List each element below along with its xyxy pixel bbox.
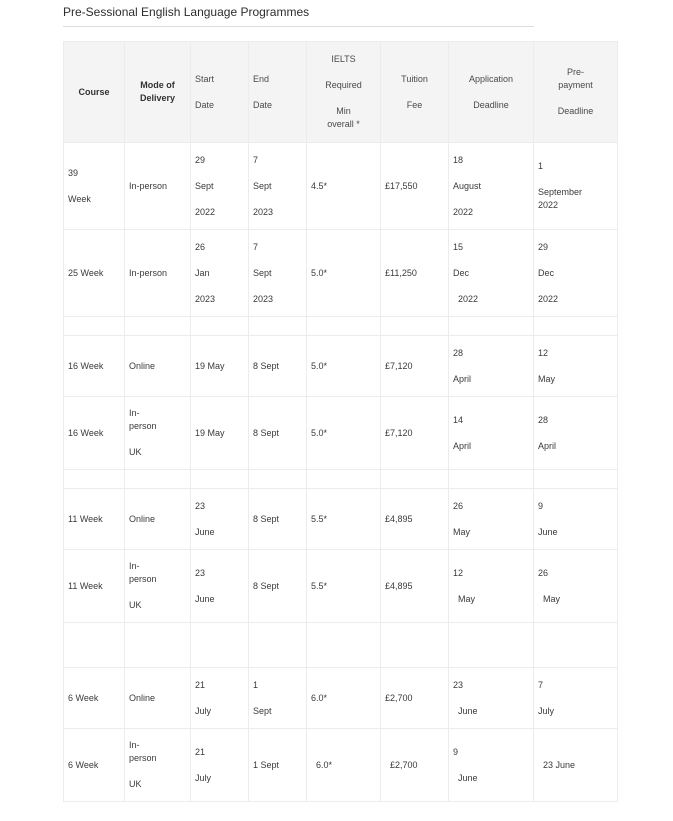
cell-prepayment-deadline: 9 June: [534, 489, 618, 550]
cell-ielts: 5.0*: [307, 336, 381, 397]
cell-course: 16 Week: [64, 397, 125, 470]
cell-start-date: 19 May: [191, 336, 249, 397]
cell-mode: In-person: [125, 143, 191, 230]
cell-start-date: 19 May: [191, 397, 249, 470]
cell-prepayment-deadline: 12 May: [534, 336, 618, 397]
cell-start-date: 23 June: [191, 550, 249, 623]
cell-application-deadline: 15 Dec 2022: [449, 230, 534, 317]
cell-mode: In- person UK: [125, 729, 191, 802]
cell-end-date: 8 Sept: [249, 550, 307, 623]
cell-mode: In-person: [125, 230, 191, 317]
cell-mode: Online: [125, 489, 191, 550]
cell-fee: £11,250: [381, 230, 449, 317]
cell-fee: £2,700: [381, 729, 449, 802]
cell-ielts: 5.0*: [307, 230, 381, 317]
page-title: Pre-Sessional English Language Programmes: [63, 5, 310, 19]
cell-fee: £2,700: [381, 668, 449, 729]
cell-end-date: 8 Sept: [249, 489, 307, 550]
cell-ielts: 6.0*: [307, 729, 381, 802]
table-row: [64, 397, 618, 470]
header-ielts: IELTS Required Min overall *: [307, 42, 381, 143]
cell-mode: In- person UK: [125, 397, 191, 470]
header-start-date: Start Date: [191, 42, 249, 143]
spacer-row: [64, 623, 618, 668]
cell-prepayment-deadline: 7 July: [534, 668, 618, 729]
header-end-date: End Date: [249, 42, 307, 143]
table-row: [64, 668, 618, 729]
header-course: Course: [64, 42, 125, 143]
cell-start-date: 21 July: [191, 729, 249, 802]
cell-fee: £7,120: [381, 336, 449, 397]
cell-end-date: 8 Sept: [249, 397, 307, 470]
cell-end-date: 7 Sept 2023: [249, 143, 307, 230]
cell-application-deadline: 28 April: [449, 336, 534, 397]
cell-application-deadline: 26 May: [449, 489, 534, 550]
table-row: [64, 729, 618, 802]
cell-ielts: 6.0*: [307, 668, 381, 729]
cell-application-deadline: 18 August 2022: [449, 143, 534, 230]
cell-course: 6 Week: [64, 729, 125, 802]
cell-fee: £4,895: [381, 550, 449, 623]
table-row: [64, 489, 618, 550]
cell-course: 39 Week: [64, 143, 125, 230]
cell-end-date: 1 Sept: [249, 729, 307, 802]
header-row: [64, 42, 618, 143]
table-row: [64, 143, 618, 230]
cell-course: 16 Week: [64, 336, 125, 397]
cell-end-date: 8 Sept: [249, 336, 307, 397]
cell-course: 11 Week: [64, 550, 125, 623]
cell-mode: Online: [125, 336, 191, 397]
cell-ielts: 5.5*: [307, 550, 381, 623]
cell-start-date: 21 July: [191, 668, 249, 729]
cell-application-deadline: 9 June: [449, 729, 534, 802]
programmes-table: [63, 41, 618, 802]
cell-ielts: 5.0*: [307, 397, 381, 470]
cell-ielts: 5.5*: [307, 489, 381, 550]
spacer-row: [64, 470, 618, 489]
cell-application-deadline: 23 June: [449, 668, 534, 729]
spacer-row: [64, 317, 618, 336]
header-application-deadline: Application Deadline: [449, 42, 534, 143]
cell-start-date: 26 Jan 2023: [191, 230, 249, 317]
title-divider: [63, 26, 534, 27]
cell-course: 11 Week: [64, 489, 125, 550]
header-tuition-fee: Tuition Fee: [381, 42, 449, 143]
cell-prepayment-deadline: 28 April: [534, 397, 618, 470]
table-row: [64, 550, 618, 623]
cell-prepayment-deadline: 29 Dec 2022: [534, 230, 618, 317]
cell-end-date: 7 Sept 2023: [249, 230, 307, 317]
cell-fee: £4,895: [381, 489, 449, 550]
cell-fee: £7,120: [381, 397, 449, 470]
cell-start-date: 23 June: [191, 489, 249, 550]
cell-prepayment-deadline: 23 June: [534, 729, 618, 802]
cell-application-deadline: 12 May: [449, 550, 534, 623]
cell-prepayment-deadline: 26 May: [534, 550, 618, 623]
table-row: [64, 336, 618, 397]
header-mode: Mode of Delivery: [125, 42, 191, 143]
table-row: [64, 230, 618, 317]
header-prepayment-deadline: Pre- payment Deadline: [534, 42, 618, 143]
cell-mode: Online: [125, 668, 191, 729]
cell-mode: In- person UK: [125, 550, 191, 623]
cell-application-deadline: 14 April: [449, 397, 534, 470]
cell-course: 6 Week: [64, 668, 125, 729]
cell-fee: £17,550: [381, 143, 449, 230]
cell-course: 25 Week: [64, 230, 125, 317]
cell-ielts: 4.5*: [307, 143, 381, 230]
cell-prepayment-deadline: 1 September 2022: [534, 143, 618, 230]
cell-start-date: 29 Sept 2022: [191, 143, 249, 230]
cell-end-date: 1 Sept: [249, 668, 307, 729]
